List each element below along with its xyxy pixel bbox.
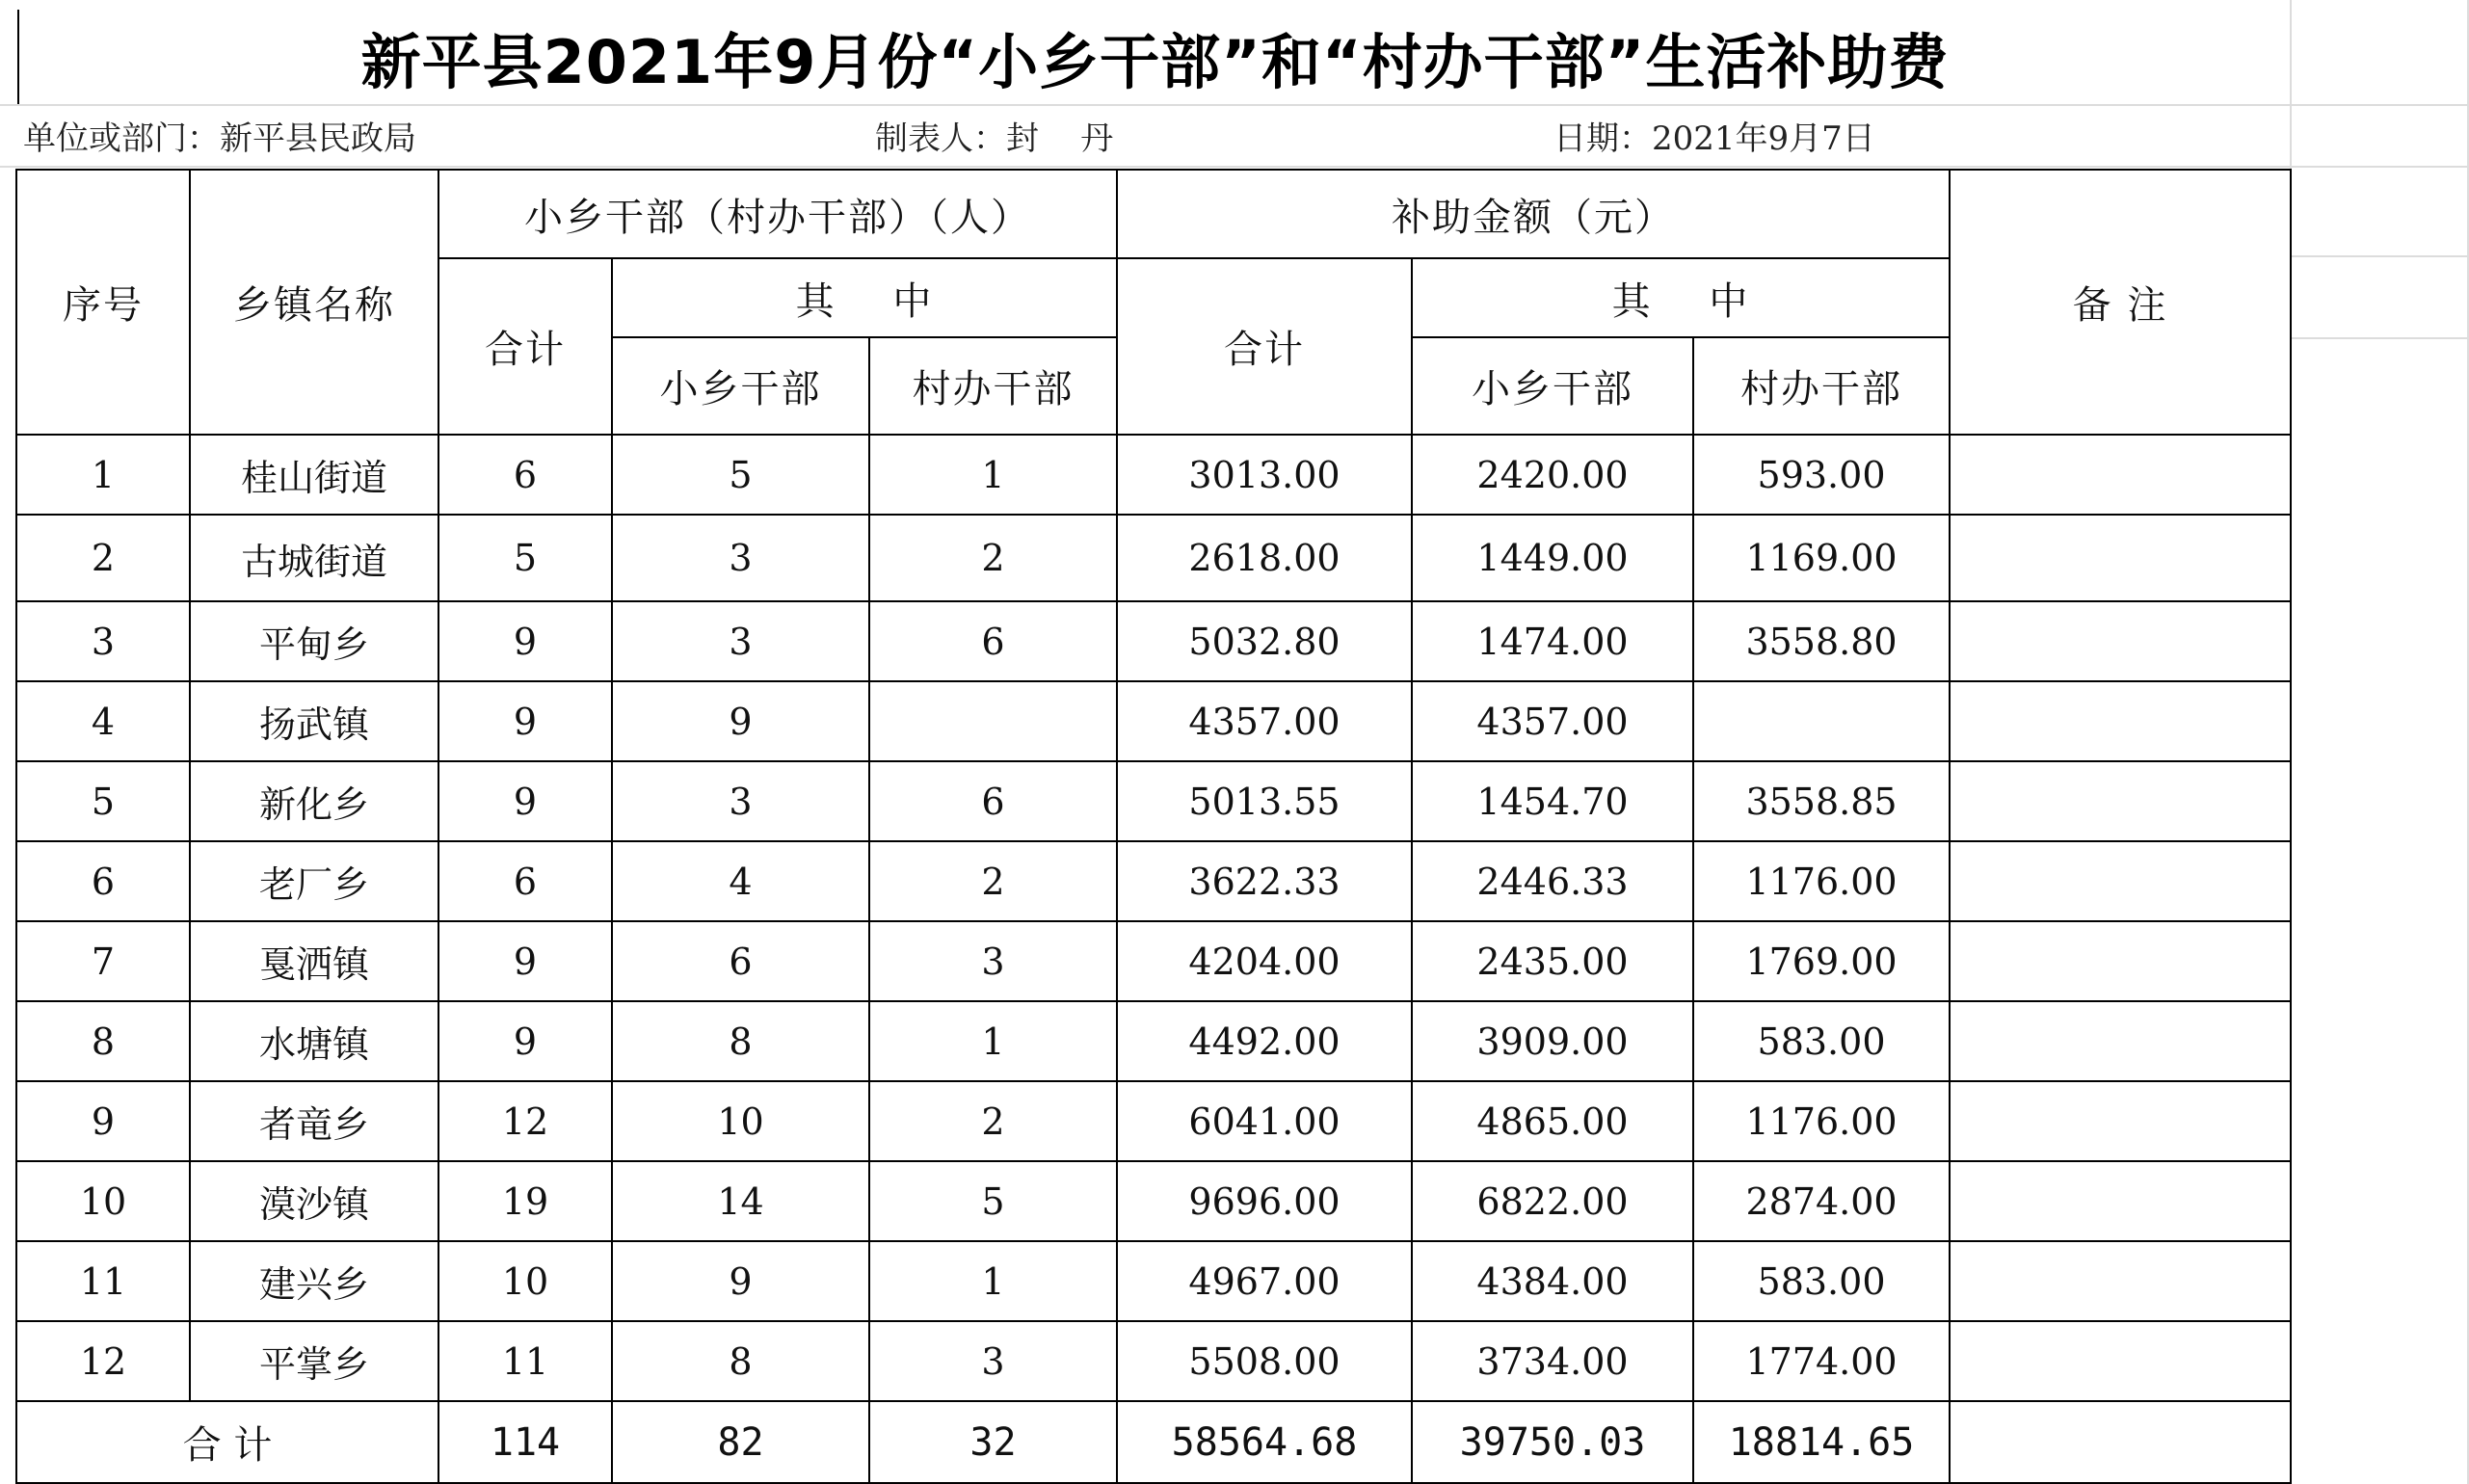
header-amount-group: 补助金额（元） — [1117, 170, 1950, 258]
cell-seq: 10 — [16, 1161, 190, 1241]
cell-town: 老厂乡 — [190, 841, 438, 921]
cell-village: 1 — [869, 435, 1117, 515]
cell-village: 2 — [869, 515, 1117, 601]
cell-amt-total: 5508.00 — [1117, 1321, 1412, 1401]
maker-label: 制表人：封 丹 — [875, 119, 1114, 158]
header-amount-village: 村办干部 — [1693, 337, 1950, 435]
gridline — [2290, 255, 2469, 257]
cell-village — [869, 681, 1117, 761]
cell-remark — [1950, 515, 2291, 601]
table-row — [16, 1321, 2291, 1401]
cell-town: 桂山街道 — [190, 435, 438, 515]
cell-total: 9 — [438, 761, 612, 841]
cell-village: 2 — [869, 1081, 1117, 1161]
cell-village: 5 — [869, 1161, 1117, 1241]
cell-amt-small: 2446.33 — [1412, 841, 1693, 921]
cell-amt-total: 6041.00 — [1117, 1081, 1412, 1161]
cell-amt-village: 1176.00 — [1693, 1081, 1950, 1161]
cell-small: 8 — [612, 1321, 869, 1401]
cell-remark — [1950, 1001, 2291, 1081]
cell-total: 11 — [438, 1321, 612, 1401]
cell-amt-small: 3909.00 — [1412, 1001, 1693, 1081]
table-row — [16, 841, 2291, 921]
gridline — [0, 104, 2469, 106]
cell-remark — [1950, 1321, 2291, 1401]
cell-remark — [1950, 921, 2291, 1001]
cell-small: 3 — [612, 515, 869, 601]
sum-label: 合 计 — [16, 1401, 438, 1483]
cell-amt-total: 5032.80 — [1117, 601, 1412, 681]
cell-amt-small: 1454.70 — [1412, 761, 1693, 841]
cell-small: 14 — [612, 1161, 869, 1241]
cell-remark — [1950, 1081, 2291, 1161]
cell-amt-village: 3558.80 — [1693, 601, 1950, 681]
header-remark: 备 注 — [1950, 170, 2291, 435]
sum-remark — [1950, 1401, 2291, 1483]
cell-amt-village: 583.00 — [1693, 1241, 1950, 1321]
cell-town: 建兴乡 — [190, 1241, 438, 1321]
cell-village: 3 — [869, 921, 1117, 1001]
cell-seq: 9 — [16, 1081, 190, 1161]
cell-seq: 1 — [16, 435, 190, 515]
subsidy-table — [15, 169, 2292, 1484]
cell-small: 9 — [612, 681, 869, 761]
cell-town: 漠沙镇 — [190, 1161, 438, 1241]
cell-small: 4 — [612, 841, 869, 921]
cell-village: 2 — [869, 841, 1117, 921]
cell-seq: 4 — [16, 681, 190, 761]
cell-total: 9 — [438, 921, 612, 1001]
cell-town: 扬武镇 — [190, 681, 438, 761]
cell-town: 古城街道 — [190, 515, 438, 601]
cell-amt-total: 3013.00 — [1117, 435, 1412, 515]
cell-amt-village: 2874.00 — [1693, 1161, 1950, 1241]
sheet-title: 新平县2021年9月份“小乡干部”和“村办干部”生活补助费 — [17, 10, 2291, 104]
header-cadre-total: 合计 — [438, 258, 612, 435]
cell-total: 9 — [438, 681, 612, 761]
cell-small: 8 — [612, 1001, 869, 1081]
table-row — [16, 921, 2291, 1001]
table-row — [16, 601, 2291, 681]
sum-village: 32 — [869, 1401, 1117, 1483]
cell-amt-village: 1774.00 — [1693, 1321, 1950, 1401]
cell-amt-village — [1693, 681, 1950, 761]
table-row — [16, 1081, 2291, 1161]
date-label: 日期：2021年9月7日 — [1553, 119, 1875, 158]
table-row — [16, 515, 2291, 601]
sum-total: 114 — [438, 1401, 612, 1483]
table-row — [16, 681, 2291, 761]
cell-seq: 11 — [16, 1241, 190, 1321]
cell-amt-total: 4204.00 — [1117, 921, 1412, 1001]
gridline — [2290, 337, 2469, 339]
cell-seq: 5 — [16, 761, 190, 841]
sum-row — [16, 1401, 2291, 1483]
header-cadre-village: 村办干部 — [869, 337, 1117, 435]
cell-small: 9 — [612, 1241, 869, 1321]
cell-amt-small: 4357.00 — [1412, 681, 1693, 761]
header-cadre-group: 小乡干部（村办干部）（人） — [438, 170, 1117, 258]
cell-total: 6 — [438, 435, 612, 515]
cell-town: 者竜乡 — [190, 1081, 438, 1161]
sum-amt-total: 58564.68 — [1117, 1401, 1412, 1483]
cell-remark — [1950, 841, 2291, 921]
cell-village: 6 — [869, 601, 1117, 681]
cell-amt-village: 3558.85 — [1693, 761, 1950, 841]
cell-amt-village: 1169.00 — [1693, 515, 1950, 601]
table-row — [16, 1161, 2291, 1241]
cell-amt-small: 3734.00 — [1412, 1321, 1693, 1401]
cell-total: 5 — [438, 515, 612, 601]
cell-remark — [1950, 761, 2291, 841]
cell-amt-village: 1769.00 — [1693, 921, 1950, 1001]
table-row — [16, 761, 2291, 841]
cell-seq: 6 — [16, 841, 190, 921]
header-cadre-small: 小乡干部 — [612, 337, 869, 435]
sum-amt-small: 39750.03 — [1412, 1401, 1693, 1483]
cell-amt-village: 583.00 — [1693, 1001, 1950, 1081]
cell-amt-total: 5013.55 — [1117, 761, 1412, 841]
cell-amt-village: 1176.00 — [1693, 841, 1950, 921]
cell-amt-total: 2618.00 — [1117, 515, 1412, 601]
cell-remark — [1950, 1241, 2291, 1321]
cell-remark — [1950, 435, 2291, 515]
header-seq: 序号 — [16, 170, 190, 435]
cell-amt-small: 4384.00 — [1412, 1241, 1693, 1321]
cell-seq: 8 — [16, 1001, 190, 1081]
cell-amt-small: 2420.00 — [1412, 435, 1693, 515]
cell-seq: 2 — [16, 515, 190, 601]
cell-amt-total: 4492.00 — [1117, 1001, 1412, 1081]
cell-village: 6 — [869, 761, 1117, 841]
table-row — [16, 1241, 2291, 1321]
sum-small: 82 — [612, 1401, 869, 1483]
header-cadre-among: 其 中 — [612, 258, 1117, 337]
cell-amt-total: 9696.00 — [1117, 1161, 1412, 1241]
cell-town: 平甸乡 — [190, 601, 438, 681]
cell-amt-small: 6822.00 — [1412, 1161, 1693, 1241]
cell-town: 水塘镇 — [190, 1001, 438, 1081]
cell-amt-small: 4865.00 — [1412, 1081, 1693, 1161]
table-row — [16, 435, 2291, 515]
cell-total: 9 — [438, 601, 612, 681]
cell-remark — [1950, 681, 2291, 761]
cell-amt-total: 4357.00 — [1117, 681, 1412, 761]
cell-total: 10 — [438, 1241, 612, 1321]
cell-seq: 7 — [16, 921, 190, 1001]
cell-amt-total: 3622.33 — [1117, 841, 1412, 921]
cell-seq: 3 — [16, 601, 190, 681]
header-town: 乡镇名称 — [190, 170, 438, 435]
cell-amt-small: 1474.00 — [1412, 601, 1693, 681]
cell-total: 12 — [438, 1081, 612, 1161]
header-amount-among: 其 中 — [1412, 258, 1950, 337]
cell-village: 1 — [869, 1241, 1117, 1321]
cell-town: 戛洒镇 — [190, 921, 438, 1001]
table-row — [16, 1001, 2291, 1081]
cell-amt-total: 4967.00 — [1117, 1241, 1412, 1321]
cell-total: 6 — [438, 841, 612, 921]
cell-seq: 12 — [16, 1321, 190, 1401]
cell-total: 19 — [438, 1161, 612, 1241]
cell-amt-small: 1449.00 — [1412, 515, 1693, 601]
cell-small: 3 — [612, 761, 869, 841]
cell-town: 平掌乡 — [190, 1321, 438, 1401]
unit-label: 单位或部门：新平县民政局 — [23, 119, 416, 158]
cell-amt-village: 593.00 — [1693, 435, 1950, 515]
header-amount-total: 合计 — [1117, 258, 1412, 435]
cell-amt-small: 2435.00 — [1412, 921, 1693, 1001]
sum-amt-village: 18814.65 — [1693, 1401, 1950, 1483]
cell-village: 3 — [869, 1321, 1117, 1401]
cell-small: 10 — [612, 1081, 869, 1161]
cell-small: 5 — [612, 435, 869, 515]
cell-total: 9 — [438, 1001, 612, 1081]
cell-village: 1 — [869, 1001, 1117, 1081]
cell-town: 新化乡 — [190, 761, 438, 841]
cell-small: 3 — [612, 601, 869, 681]
cell-small: 6 — [612, 921, 869, 1001]
cell-remark — [1950, 1161, 2291, 1241]
cell-remark — [1950, 601, 2291, 681]
header-amount-small: 小乡干部 — [1412, 337, 1693, 435]
